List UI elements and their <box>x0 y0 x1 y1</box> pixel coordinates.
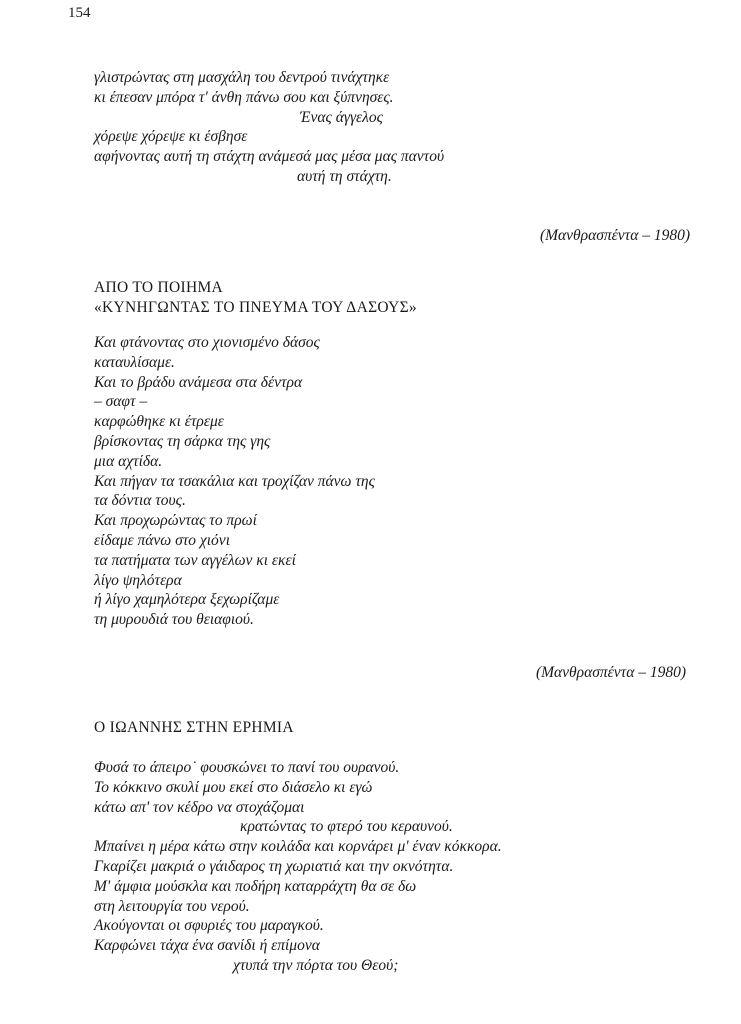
verse-line: – σαφτ – <box>94 393 148 411</box>
verse-line: Και πήγαν τα τσακάλια και τροχίζαν πάνω της <box>94 472 375 490</box>
verse-line: είδαμε πάνω στο χιόνι <box>94 531 230 549</box>
poem3-title: Ο ΙΩΑΝΝΗΣ ΣΤΗΝ ΕΡΗΜΙΑ <box>94 719 294 736</box>
verse-line: τα δόντια τους. <box>94 492 186 510</box>
verse-line: βρίσκοντας τη σάρκα της γης <box>94 432 271 450</box>
poem2-title <box>94 278 417 318</box>
verse-line: Μπαίνει η μέρα κάτω στην κοιλάδα και κορνάρει μ' έναν κόκκορα. <box>94 838 502 856</box>
verse-line: στη λειτουργία του νερού. <box>94 897 250 915</box>
verse-line: Και φτάνοντας στο χιονισμένο δάσος <box>94 334 320 351</box>
verse-line: Μ' άμφια μούσκλα και ποδήρη καταρράχτη θα σε δω <box>94 877 417 895</box>
verse-line: λίγο ψηλότερα <box>94 571 182 589</box>
verse-line: Γκαρίζει μακριά ο γάιδαρος τη χωριατιά και την οκνότητα. <box>94 857 454 875</box>
verse-line: τη μυρουδιά του θειαφιού. <box>94 611 254 629</box>
verse-line: Καρφώνει τάχα ένα σανίδι ή επίμονα <box>94 937 320 955</box>
verse-line: γλιστρώντας στη μασχάλη του δεντρού τινάχτηκε <box>94 69 390 86</box>
poem3-text <box>94 758 502 976</box>
poem2-title-line1: ΑΠΟ ΤΟ ΠΟΙΗΜΑ <box>94 279 224 296</box>
poem2-title-line2: «ΚΥΝΗΓΩΝΤΑΣ ΤΟ ΠΝΕΥΜΑ ΤΟΥ ΔΑΣΟΥΣ» <box>94 299 417 316</box>
verse-line: Ακούγονται οι σφυριές του μαραγκού. <box>94 917 324 935</box>
verse-line: Και το βράδυ ανάμεσα στα δέντρα <box>94 373 303 391</box>
verse-line: Φυσά το άπειρο˙ φουσκώνει το πανί του ουρανού. <box>94 759 400 776</box>
verse-line: Το κόκκινο σκυλί μου εκεί στο διάσελο κι εγώ <box>94 778 373 796</box>
verse-line: Και προχωρώντας το πρωί <box>94 512 257 530</box>
verse-line: ή λίγο χαμηλότερα ξεχωρίζαμε <box>94 591 280 609</box>
verse-line: μια αχτίδα. <box>94 452 163 470</box>
verse-line: αυτή τη στάχτη. <box>297 167 392 185</box>
verse-line: κάτω απ' τον κέδρο να στοχάζομαι <box>94 798 305 816</box>
poem1-text <box>94 68 444 187</box>
verse-line: κρατώντας το φτερό του κεραυνού. <box>240 818 453 836</box>
poem2-text <box>94 333 375 630</box>
verse-line: χτυπά την πόρτα του Θεού; <box>233 956 399 974</box>
poem2-date: (Μανθρασπέντα – 1980) <box>535 664 686 681</box>
verse-line: κι έπεσαν μπόρα τ' άνθη πάνω σου και ξύπνησες. <box>94 88 394 106</box>
verse-line: τα πατήματα των αγγέλων κι εκεί <box>94 551 296 569</box>
verse-line: χόρεψε χόρεψε κι έσβησε <box>94 128 248 146</box>
poem1-date: (Μανθρασπέντα – 1980) <box>539 227 690 244</box>
page-number: 154 <box>68 5 91 21</box>
verse-line: καρφώθηκε κι έτρεμε <box>94 413 224 431</box>
verse-line: καταυλίσαμε. <box>94 353 175 371</box>
verse-line: Ένας άγγελος <box>300 108 383 126</box>
verse-line: αφήνοντας αυτή τη στάχτη ανάμεσά μας μέσα μας παντού <box>94 148 445 166</box>
